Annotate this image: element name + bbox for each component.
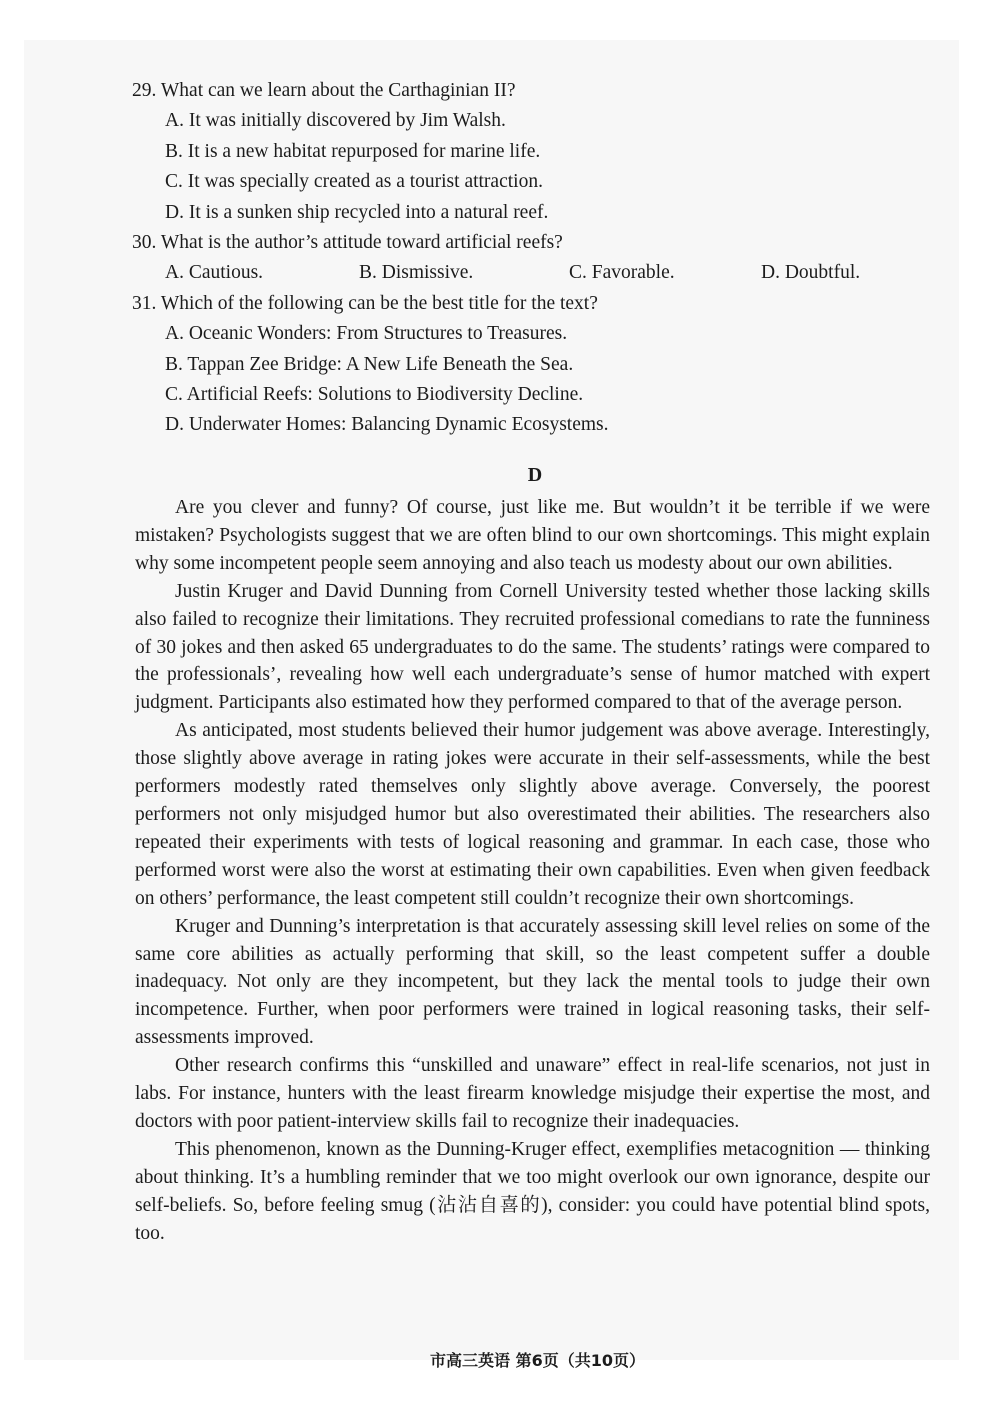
option-b: B. It is a new habitat repurposed for marine life. bbox=[165, 140, 541, 162]
question-stem: 29. What can we learn about the Carthaginian II? bbox=[132, 80, 516, 101]
question-30 bbox=[132, 228, 912, 289]
option-a: A. Cautious. bbox=[165, 262, 264, 284]
question-31 bbox=[132, 289, 912, 441]
option-d: D. Doubtful. bbox=[761, 262, 861, 284]
option-d: D. Underwater Homes: Balancing Dynamic Ecosystems. bbox=[165, 414, 609, 436]
option-d: D. It is a sunken ship recycled into a natural reef. bbox=[165, 201, 549, 223]
page-footer: 市高三英语 第6页（共10页） bbox=[430, 1351, 645, 1370]
question-stem: 30. What is the author’s attitude toward artificial reefs? bbox=[132, 231, 563, 253]
paragraph: Justin Kruger and David Dunning from Cornell University tested whether those lacking skills also failed to recognize their limitations. They recruited professional comedians to rate the funniness of 30 jokes and then asked 65 undergraduates to do the same. The students’ ratings were compared to the professionals’, revealing how well each undergraduate’s sense of humor matched with expert judgment. Participants also estimated how they performed compared to that of the average person. bbox=[135, 580, 930, 714]
question-block bbox=[132, 76, 912, 441]
question-29 bbox=[132, 76, 912, 228]
paragraph: This phenomenon, known as the Dunning-Kruger effect, exemplifies metacognition — thinking about thinking. It’s a humbling reminder that we too might overlook our own ignorance, despite our self-beliefs. So, before feeling smug (沾沾自喜的), consider: you could have potential blind spots, too. bbox=[135, 1138, 930, 1244]
reading-passage bbox=[135, 494, 930, 1247]
option-b: B. Tappan Zee Bridge: A New Life Beneath the Sea. bbox=[165, 353, 574, 375]
option-c: C. Artificial Reefs: Solutions to Biodiversity Decline. bbox=[165, 383, 584, 405]
paragraph: Are you clever and funny? Of course, just like me. But wouldn’t it be terrible if we were mistaken? Psychologists suggest that we are often blind to our own shortcomings. This might explain why some incompetent people seem annoying and also teach us modesty about our own abilities. bbox=[135, 497, 930, 574]
paragraph: Kruger and Dunning’s interpretation is that accurately assessing skill level relies on some of the same core abilities as actually performing that skill, so the least competent suffer a double inadequacy. Not only are they incompetent, but they lack the mental tools to judge their own incompetence. Further, when poor performers were trained in logical reasoning tasks, their self-assessments improved. bbox=[135, 915, 930, 1049]
options-row bbox=[132, 258, 912, 288]
paragraph: Other research confirms this “unskilled and unaware” effect in real-life scenarios, not just in labs. For instance, hunters with the least firearm knowledge misjudge their expertise the most, and doctors with poor patient-interview skills fail to recognize their inadequacies. bbox=[135, 1055, 930, 1132]
section-title: D bbox=[527, 464, 543, 486]
option-c: C. Favorable. bbox=[569, 262, 675, 284]
question-stem: 31. Which of the following can be the best title for the text? bbox=[132, 292, 598, 314]
option-a: A. Oceanic Wonders: From Structures to Treasures. bbox=[165, 323, 568, 345]
option-c: C. It was specially created as a tourist attraction. bbox=[165, 171, 543, 193]
paragraph: As anticipated, most students believed their humor judgement was above average. Interestingly, those slightly above average in rating jokes were accurate in their self-assessments, while the best performers modestly rated themselves only slightly above average. Conversely, the poorest performers not only misjudged humor but also overestimated their abilities. The researchers also repeated their experiments with tests of logical reasoning and grammar. In each case, those who performed worst were also the worst at estimating their own capabilities. Even when given feedback on others’ performance, the least competent still couldn’t recognize their own shortcomings. bbox=[135, 720, 930, 909]
option-b: B. Dismissive. bbox=[359, 262, 474, 284]
option-a: A. It was initially discovered by Jim Walsh. bbox=[165, 110, 506, 132]
